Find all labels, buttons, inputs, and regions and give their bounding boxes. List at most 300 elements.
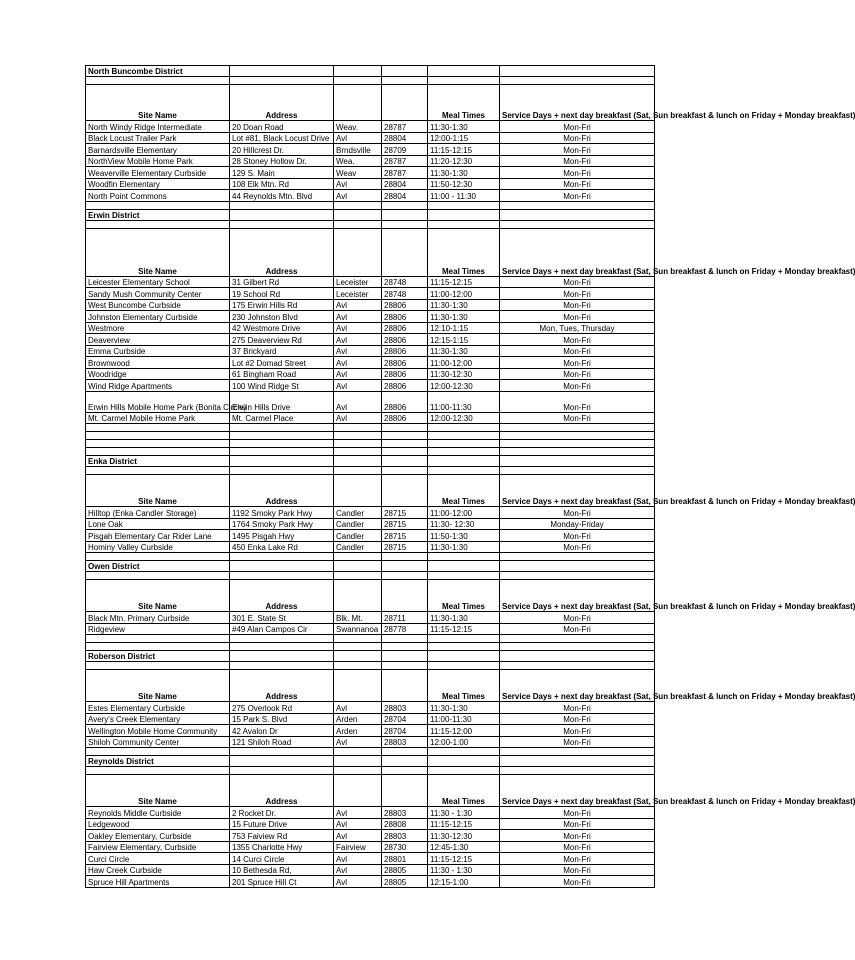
- empty-cell: [500, 440, 655, 448]
- district-name: North Buncombe District: [86, 66, 230, 77]
- service-days-cell: Mon-Fri: [500, 334, 655, 346]
- zip-cell: 28803: [382, 830, 428, 842]
- city-cell: Leceister: [334, 288, 382, 300]
- empty-cell: [500, 432, 655, 440]
- zip-cell: 28730: [382, 841, 428, 853]
- meal-times-cell: 11:20-12:30: [428, 155, 500, 167]
- city-cell: Avl: [334, 322, 382, 334]
- meal-times-cell: 11:15-12:15: [428, 144, 500, 156]
- empty-cell: [334, 662, 382, 670]
- meal-times-cell: 11:30-1:30: [428, 121, 500, 133]
- city-cell: Avl: [334, 876, 382, 888]
- empty-cell: [382, 448, 428, 456]
- empty-cell: [382, 643, 428, 651]
- meal-sites-table: [85, 65, 855, 888]
- service-days-cell: Mon-Fri: [500, 725, 655, 737]
- meal-times-cell: 11:30 - 1:30: [428, 807, 500, 819]
- empty-cell: [334, 748, 382, 756]
- empty-cell: [86, 201, 230, 209]
- city-cell: Leceister: [334, 276, 382, 288]
- site-name-cell: Westmore: [86, 322, 230, 334]
- meal-times-cell: 12:15-1:00: [428, 876, 500, 888]
- header-site-name: Site Name: [86, 580, 230, 612]
- zip-cell: 28748: [382, 276, 428, 288]
- address-cell: 20 Hillcrest Dr.: [230, 144, 334, 156]
- table-row: [86, 322, 655, 334]
- service-days-cell: Mon-Fri: [500, 530, 655, 542]
- empty-cell: [230, 561, 334, 572]
- address-cell: 15 Park S. Blvd: [230, 713, 334, 725]
- address-cell: 2 Rocket Dr.: [230, 807, 334, 819]
- site-name-cell: Shiloh Community Center: [86, 736, 230, 748]
- empty-cell: [428, 66, 500, 77]
- empty-cell: [428, 77, 500, 85]
- spacer-row: [86, 220, 655, 228]
- empty-cell: [428, 767, 500, 775]
- address-cell: 1192 Smoky Park Hwy: [230, 507, 334, 519]
- zip-cell: 28806: [382, 368, 428, 380]
- table-row: [86, 391, 655, 412]
- empty-cell: [500, 553, 655, 561]
- column-header-row: [86, 85, 655, 121]
- empty-cell: [86, 643, 230, 651]
- table-row: [86, 830, 655, 842]
- empty-cell: [382, 440, 428, 448]
- address-cell: 20 Doan Road: [230, 121, 334, 133]
- city-cell: Fairview: [334, 841, 382, 853]
- meal-times-cell: 12:00-12:30: [428, 412, 500, 424]
- table-row: [86, 190, 655, 202]
- district-name: Owen District: [86, 561, 230, 572]
- service-days-cell: Mon-Fri: [500, 380, 655, 392]
- city-cell: Avl: [334, 311, 382, 323]
- empty-cell: [334, 635, 382, 643]
- site-name-cell: Hominy Valley Curbside: [86, 541, 230, 553]
- address-cell: 108 Elk Mtn. Rd: [230, 178, 334, 190]
- city-cell: Avl: [334, 190, 382, 202]
- empty-cell: [382, 662, 428, 670]
- empty-cell: [334, 228, 382, 276]
- zip-cell: 28787: [382, 155, 428, 167]
- column-header-row: [86, 475, 655, 507]
- empty-cell: [382, 670, 428, 702]
- table-row: [86, 334, 655, 346]
- site-name-cell: Avery's Creek Elementary: [86, 713, 230, 725]
- empty-cell: [382, 209, 428, 220]
- district-name: Enka District: [86, 456, 230, 467]
- empty-cell: [382, 748, 428, 756]
- table-row: [86, 623, 655, 635]
- header-site-name: Site Name: [86, 85, 230, 121]
- header-service-days: Service Days + next day breakfast (Sat, Sun breakfast & lunch on Friday + Monday breakfast): [500, 475, 655, 507]
- address-cell: 175 Erwin Hills Rd: [230, 299, 334, 311]
- empty-cell: [230, 456, 334, 467]
- site-name-cell: Hilltop (Enka Candler Storage): [86, 507, 230, 519]
- empty-cell: [428, 643, 500, 651]
- city-cell: Avl: [334, 299, 382, 311]
- city-cell: Avl: [334, 132, 382, 144]
- empty-cell: [230, 201, 334, 209]
- city-cell: Avl: [334, 702, 382, 714]
- service-days-cell: Mon-Fri: [500, 736, 655, 748]
- table-row: [86, 541, 655, 553]
- address-cell: 61 Bingham Road: [230, 368, 334, 380]
- empty-cell: [230, 662, 334, 670]
- empty-cell: [382, 424, 428, 432]
- table-row: [86, 167, 655, 179]
- service-days-cell: Mon-Fri: [500, 357, 655, 369]
- address-cell: #49 Alan Campos Cir: [230, 623, 334, 635]
- empty-cell: [230, 448, 334, 456]
- meal-times-cell: 11:00-12:00: [428, 357, 500, 369]
- empty-cell: [382, 767, 428, 775]
- address-cell: 753 Faiview Rd: [230, 830, 334, 842]
- address-cell: 42 Westmore Drive: [230, 322, 334, 334]
- address-cell: 1764 Smoky Park Hwy: [230, 518, 334, 530]
- district-row: [86, 209, 655, 220]
- header-meal-times: Meal Times: [428, 775, 500, 807]
- empty-cell: [334, 201, 382, 209]
- meal-times-cell: 11:30-1:30: [428, 702, 500, 714]
- address-cell: 44 Reynolds Mtn. Blvd: [230, 190, 334, 202]
- meal-times-cell: 12:10-1:15: [428, 322, 500, 334]
- empty-cell: [382, 456, 428, 467]
- empty-cell: [230, 220, 334, 228]
- empty-cell: [230, 748, 334, 756]
- address-cell: 450 Enka Lake Rd: [230, 541, 334, 553]
- service-days-cell: Mon-Fri: [500, 368, 655, 380]
- district-name: Roberson District: [86, 651, 230, 662]
- district-row: [86, 456, 655, 467]
- table-row: [86, 807, 655, 819]
- address-cell: 201 Spruce Hill Ct: [230, 876, 334, 888]
- empty-cell: [382, 775, 428, 807]
- empty-cell: [382, 553, 428, 561]
- empty-cell: [230, 424, 334, 432]
- spacer-row: [86, 572, 655, 580]
- zip-cell: 28801: [382, 853, 428, 865]
- empty-cell: [500, 201, 655, 209]
- zip-cell: 28787: [382, 121, 428, 133]
- empty-cell: [230, 553, 334, 561]
- address-cell: 301 E. State St: [230, 612, 334, 624]
- empty-cell: [334, 448, 382, 456]
- table-row: [86, 380, 655, 392]
- header-service-days: Service Days + next day breakfast (Sat, Sun breakfast & lunch on Friday + Monday breakfast): [500, 228, 655, 276]
- empty-cell: [428, 748, 500, 756]
- service-days-cell: Mon-Fri: [500, 391, 655, 412]
- site-name-cell: Woodridge: [86, 368, 230, 380]
- empty-cell: [500, 220, 655, 228]
- zip-cell: 28806: [382, 345, 428, 357]
- zip-cell: 28805: [382, 864, 428, 876]
- header-service-days: Service Days + next day breakfast (Sat, Sun breakfast & lunch on Friday + Monday breakfast): [500, 775, 655, 807]
- city-cell: Weav: [334, 167, 382, 179]
- header-address: Address: [230, 85, 334, 121]
- meal-times-cell: 12:15-1:15: [428, 334, 500, 346]
- table-row: [86, 132, 655, 144]
- address-cell: 14 Curci Circle: [230, 853, 334, 865]
- spacer-row: [86, 553, 655, 561]
- empty-cell: [86, 635, 230, 643]
- site-name-cell: Oakley Elementary, Curbside: [86, 830, 230, 842]
- column-header-row: [86, 228, 655, 276]
- site-name-cell: Fairview Elementary, Curbside: [86, 841, 230, 853]
- empty-cell: [86, 467, 230, 475]
- empty-cell: [86, 220, 230, 228]
- district-row: [86, 561, 655, 572]
- empty-cell: [230, 767, 334, 775]
- empty-cell: [428, 467, 500, 475]
- address-cell: 121 Shiloh Road: [230, 736, 334, 748]
- header-site-name: Site Name: [86, 228, 230, 276]
- empty-cell: [428, 220, 500, 228]
- city-cell: Avl: [334, 864, 382, 876]
- empty-cell: [230, 756, 334, 767]
- city-cell: Arden: [334, 725, 382, 737]
- site-name-cell: Leicester Elementary School: [86, 276, 230, 288]
- meal-times-cell: 11:30-1:30: [428, 541, 500, 553]
- header-site-name: Site Name: [86, 475, 230, 507]
- table-row: [86, 530, 655, 542]
- meal-times-cell: 11:30-1:30: [428, 612, 500, 624]
- service-days-cell: Mon-Fri: [500, 713, 655, 725]
- empty-cell: [334, 456, 382, 467]
- empty-cell: [500, 767, 655, 775]
- empty-cell: [230, 209, 334, 220]
- district-name: Reynolds District: [86, 756, 230, 767]
- service-days-cell: Mon-Fri: [500, 121, 655, 133]
- address-cell: 42 Avalon Dr: [230, 725, 334, 737]
- spacer-row: [86, 748, 655, 756]
- empty-cell: [428, 440, 500, 448]
- zip-cell: 28806: [382, 322, 428, 334]
- zip-cell: 28806: [382, 334, 428, 346]
- header-address: Address: [230, 228, 334, 276]
- address-cell: Lot #81, Black Locust Drive: [230, 132, 334, 144]
- zip-cell: 28804: [382, 132, 428, 144]
- meal-times-cell: 11:30- 12:30: [428, 518, 500, 530]
- empty-cell: [428, 635, 500, 643]
- empty-cell: [382, 651, 428, 662]
- address-cell: 230 Johnston Blvd: [230, 311, 334, 323]
- service-days-cell: Mon-Fri: [500, 541, 655, 553]
- city-cell: Avl: [334, 807, 382, 819]
- site-name-cell: Wind Ridge Apartments: [86, 380, 230, 392]
- service-days-cell: Mon-Fri: [500, 167, 655, 179]
- service-days-cell: Mon-Fri: [500, 841, 655, 853]
- table-row: [86, 121, 655, 133]
- city-cell: Avl: [334, 368, 382, 380]
- zip-cell: 28715: [382, 507, 428, 519]
- site-name-cell: Ledgewood: [86, 818, 230, 830]
- zip-cell: 28804: [382, 178, 428, 190]
- empty-cell: [230, 440, 334, 448]
- zip-cell: 28704: [382, 713, 428, 725]
- table-row: [86, 713, 655, 725]
- empty-cell: [334, 467, 382, 475]
- empty-cell: [382, 85, 428, 121]
- empty-cell: [382, 220, 428, 228]
- meal-times-cell: 11:00-12:00: [428, 288, 500, 300]
- city-cell: Avl: [334, 345, 382, 357]
- city-cell: Candler: [334, 507, 382, 519]
- column-header-row: [86, 670, 655, 702]
- table-row: [86, 357, 655, 369]
- header-meal-times: Meal Times: [428, 670, 500, 702]
- meal-times-cell: 11:15-12:15: [428, 276, 500, 288]
- empty-cell: [428, 561, 500, 572]
- meal-times-cell: 11:30-12:30: [428, 830, 500, 842]
- zip-cell: 28806: [382, 380, 428, 392]
- city-cell: Candler: [334, 530, 382, 542]
- service-days-cell: Monday-Friday: [500, 518, 655, 530]
- empty-cell: [334, 440, 382, 448]
- zip-cell: 28715: [382, 541, 428, 553]
- site-name-cell: NorthView Mobile Home Park: [86, 155, 230, 167]
- empty-cell: [428, 572, 500, 580]
- address-cell: 1495 Pisgah Hwy: [230, 530, 334, 542]
- empty-cell: [500, 748, 655, 756]
- city-cell: Wea.: [334, 155, 382, 167]
- spacer-row: [86, 662, 655, 670]
- empty-cell: [428, 201, 500, 209]
- empty-cell: [428, 209, 500, 220]
- city-cell: Candler: [334, 541, 382, 553]
- table-row: [86, 299, 655, 311]
- site-name-cell: Black Mtn. Primary Curbside: [86, 612, 230, 624]
- service-days-cell: Mon-Fri: [500, 276, 655, 288]
- zip-cell: 28806: [382, 357, 428, 369]
- site-name-cell: North Point Commons: [86, 190, 230, 202]
- site-name-cell: Estes Elementary Curbside: [86, 702, 230, 714]
- zip-cell: 28806: [382, 311, 428, 323]
- header-address: Address: [230, 775, 334, 807]
- zip-cell: 28748: [382, 288, 428, 300]
- empty-cell: [382, 201, 428, 209]
- empty-cell: [428, 662, 500, 670]
- city-cell: Avl: [334, 412, 382, 424]
- header-address: Address: [230, 580, 334, 612]
- city-cell: Avl: [334, 178, 382, 190]
- empty-cell: [382, 756, 428, 767]
- site-name-cell: Woodfin Elementary: [86, 178, 230, 190]
- empty-cell: [500, 651, 655, 662]
- site-name-cell: Emma Curbside: [86, 345, 230, 357]
- spacer-row: [86, 77, 655, 85]
- spacer-row: [86, 448, 655, 456]
- table-row: [86, 876, 655, 888]
- site-name-cell: Mt. Carmel Mobile Home Park: [86, 412, 230, 424]
- zip-cell: 28715: [382, 530, 428, 542]
- spacer-row: [86, 432, 655, 440]
- service-days-cell: Mon-Fri: [500, 507, 655, 519]
- site-name-cell: Lone Oak: [86, 518, 230, 530]
- empty-cell: [500, 561, 655, 572]
- site-name-cell: Erwin Hills Mobile Home Park (Bonita Circle): [86, 391, 230, 412]
- empty-cell: [230, 643, 334, 651]
- city-cell: Swannanoa: [334, 623, 382, 635]
- column-header-row: [86, 775, 655, 807]
- empty-cell: [382, 635, 428, 643]
- city-cell: Avl: [334, 830, 382, 842]
- address-cell: 100 Wind Ridge St: [230, 380, 334, 392]
- header-service-days: Service Days + next day breakfast (Sat, Sun breakfast & lunch on Friday + Monday breakfast): [500, 85, 655, 121]
- empty-cell: [334, 651, 382, 662]
- table-row: [86, 518, 655, 530]
- service-days-cell: Mon-Fri: [500, 623, 655, 635]
- empty-cell: [334, 670, 382, 702]
- service-days-cell: Mon-Fri: [500, 807, 655, 819]
- empty-cell: [334, 643, 382, 651]
- service-days-cell: Mon-Fri: [500, 345, 655, 357]
- meal-times-cell: 11:30 - 1:30: [428, 864, 500, 876]
- zip-cell: 28704: [382, 725, 428, 737]
- empty-cell: [334, 475, 382, 507]
- header-site-name: Site Name: [86, 670, 230, 702]
- header-meal-times: Meal Times: [428, 475, 500, 507]
- site-name-cell: West Buncombe Curbside: [86, 299, 230, 311]
- city-cell: Brndsville: [334, 144, 382, 156]
- site-name-cell: Deaverview: [86, 334, 230, 346]
- empty-cell: [382, 432, 428, 440]
- empty-cell: [334, 66, 382, 77]
- table-row: [86, 725, 655, 737]
- empty-cell: [230, 77, 334, 85]
- site-name-cell: Black Locust Trailer Park: [86, 132, 230, 144]
- zip-cell: 28803: [382, 736, 428, 748]
- empty-cell: [334, 756, 382, 767]
- address-cell: 10 Bethesda Rd,: [230, 864, 334, 876]
- district-row: [86, 651, 655, 662]
- table-row: [86, 818, 655, 830]
- site-name-cell: Sandy Mush Community Center: [86, 288, 230, 300]
- zip-cell: 28778: [382, 623, 428, 635]
- meal-times-cell: 11:15-12:15: [428, 818, 500, 830]
- empty-cell: [334, 775, 382, 807]
- header-site-name: Site Name: [86, 775, 230, 807]
- site-name-cell: Spruce Hill Apartments: [86, 876, 230, 888]
- city-cell: Avl: [334, 334, 382, 346]
- empty-cell: [334, 767, 382, 775]
- empty-cell: [382, 475, 428, 507]
- meal-times-cell: 11:30-12:30: [428, 368, 500, 380]
- empty-cell: [334, 209, 382, 220]
- site-name-cell: Brownwood: [86, 357, 230, 369]
- meal-times-cell: 11:30-1:30: [428, 311, 500, 323]
- empty-cell: [334, 572, 382, 580]
- header-meal-times: Meal Times: [428, 580, 500, 612]
- meal-times-cell: 11:00 - 11:30: [428, 190, 500, 202]
- service-days-cell: Mon-Fri: [500, 190, 655, 202]
- spacer-row: [86, 424, 655, 432]
- empty-cell: [86, 662, 230, 670]
- address-cell: 31 Gilbert Rd: [230, 276, 334, 288]
- service-days-cell: Mon-Fri: [500, 818, 655, 830]
- site-name-cell: Haw Creek Curbside: [86, 864, 230, 876]
- empty-cell: [428, 456, 500, 467]
- service-days-cell: Mon-Fri: [500, 155, 655, 167]
- table-row: [86, 288, 655, 300]
- table-row: [86, 864, 655, 876]
- service-days-cell: Mon, Tues, Thursday: [500, 322, 655, 334]
- city-cell: Candler: [334, 518, 382, 530]
- table-row: [86, 368, 655, 380]
- empty-cell: [500, 467, 655, 475]
- empty-cell: [334, 220, 382, 228]
- empty-cell: [86, 440, 230, 448]
- meal-times-cell: 11:50-12:30: [428, 178, 500, 190]
